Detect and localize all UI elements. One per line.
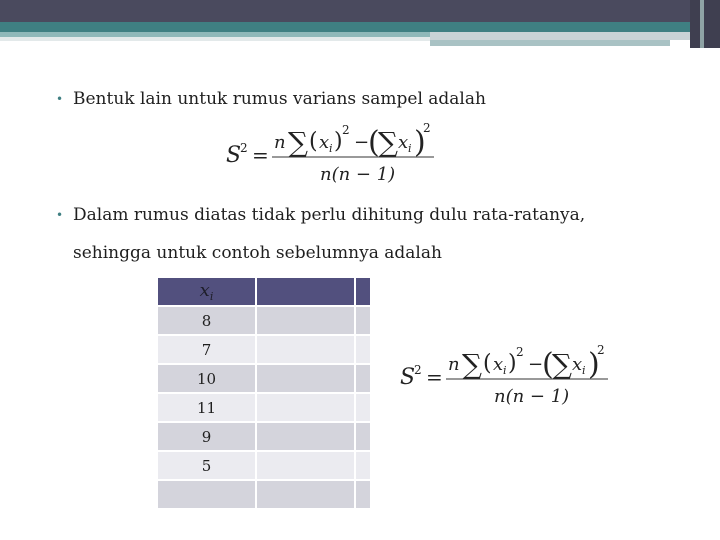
formula-sub-i: i <box>503 364 507 377</box>
formula-x: x <box>319 132 330 153</box>
formula-exp-2: 2 <box>423 121 431 135</box>
formula-minus: − <box>354 132 370 153</box>
table-row <box>158 481 370 508</box>
formula-equals: = <box>252 143 269 167</box>
table-cell-empty <box>257 452 354 479</box>
table-cell-empty <box>356 452 370 479</box>
formula-paren-open-big: ( <box>542 347 554 382</box>
table-cell-value: 8 <box>158 307 255 334</box>
formula-exp: 2 <box>342 123 350 137</box>
bullet-text-3: sehingga untuk contoh sebelumnya adalah <box>73 243 442 263</box>
formula-sigma: ∑ <box>462 348 482 381</box>
formula-paren-close-big: ) <box>588 347 600 382</box>
table-cell-value: 9 <box>158 423 255 450</box>
formula-sub-i: i <box>329 142 333 155</box>
table-cell-value <box>158 481 255 508</box>
table-row <box>158 336 370 363</box>
table-cell-empty <box>257 365 354 392</box>
header-light-stripe <box>0 37 430 41</box>
formula-paren-close: ) <box>334 129 343 154</box>
bullet-icon: • <box>56 208 64 222</box>
table-cell-value: 7 <box>158 336 255 363</box>
table-cell-empty <box>356 365 370 392</box>
table-row <box>158 452 370 479</box>
variance-formula-2 <box>396 340 616 412</box>
table-cell-empty <box>356 481 370 508</box>
header-grey-stripe-2 <box>430 40 670 46</box>
table-cell-empty <box>257 423 354 450</box>
header-grey-stripe <box>430 32 690 40</box>
header-corner-block <box>690 0 720 48</box>
formula-equals: = <box>426 365 443 389</box>
bullet-text-1: Bentuk lain untuk rumus varians sampel adalah <box>73 89 486 109</box>
formula-sigma-2: ∑ <box>552 348 572 381</box>
formula-paren-close-big: ) <box>414 125 426 160</box>
table-cell-empty <box>257 307 354 334</box>
formula-paren-open: ( <box>309 129 318 154</box>
table-cell-empty <box>356 307 370 334</box>
formula-sigma: ∑ <box>288 126 308 159</box>
bullet-text-2: Dalam rumus diatas tidak perlu dihitung dulu rata-ratanya, <box>73 205 586 225</box>
formula-paren-close: ) <box>508 351 517 376</box>
table-cell-empty <box>356 423 370 450</box>
formula-paren-open: ( <box>483 351 492 376</box>
formula-lhs: S <box>226 143 242 168</box>
formula-x: x <box>493 354 504 375</box>
formula-exp-2: 2 <box>597 343 605 357</box>
formula-n: n <box>448 354 460 375</box>
table-cell-value: 10 <box>158 365 255 392</box>
table-cell-empty <box>356 394 370 421</box>
table-row <box>158 423 370 450</box>
header-corner-stripe <box>700 0 704 48</box>
table-cell-value: 11 <box>158 394 255 421</box>
bullet-icon: • <box>56 92 64 106</box>
variance-formula-1 <box>222 118 442 190</box>
header-bar <box>0 0 720 22</box>
table-cell-empty <box>257 481 354 508</box>
table-row <box>158 307 370 334</box>
formula-paren-open-big: ( <box>368 125 380 160</box>
table-header-row <box>158 278 370 305</box>
formula-sigma-2: ∑ <box>378 126 398 159</box>
table-cell-empty <box>257 336 354 363</box>
formula-lhs-exp: 2 <box>240 141 248 155</box>
table-cell-empty <box>257 394 354 421</box>
formula-exp: 2 <box>516 345 524 359</box>
table-row <box>158 365 370 392</box>
formula-n: n <box>274 132 286 153</box>
table-cell-empty <box>356 336 370 363</box>
table-header-empty <box>356 278 370 305</box>
table-header-xi: $x_i$ <box>158 278 255 305</box>
formula-sub-i-2: i <box>408 142 412 155</box>
formula-denominator: n(n − 1) <box>494 386 570 407</box>
formula-denominator: n(n − 1) <box>320 164 396 185</box>
formula-lhs-exp: 2 <box>414 363 422 377</box>
table-row <box>158 394 370 421</box>
xi-table <box>156 276 372 510</box>
formula-lhs: S <box>400 365 416 390</box>
formula-x-2: x <box>572 354 583 375</box>
table-cell-value: 5 <box>158 452 255 479</box>
table-header-empty <box>257 278 354 305</box>
formula-sub-i-2: i <box>582 364 586 377</box>
formula-x-2: x <box>398 132 409 153</box>
header-accent-bar <box>0 22 690 32</box>
formula-minus: − <box>528 354 544 375</box>
